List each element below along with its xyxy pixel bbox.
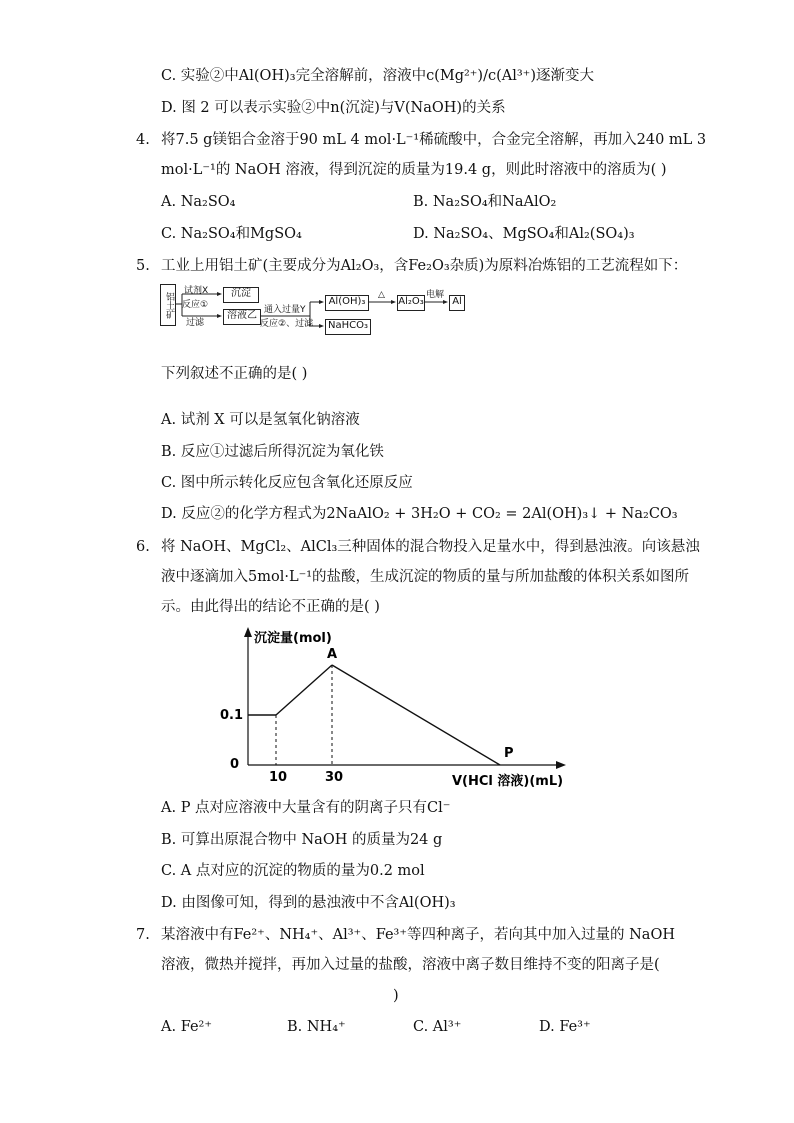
x-axis-label: V(HCl 溶液)(mL) bbox=[452, 774, 564, 789]
q4-option-a: A. Na₂SO₄ bbox=[161, 194, 236, 210]
q7-option-a: A. Fe²⁺ bbox=[161, 1019, 213, 1035]
q5-number: 5. bbox=[136, 258, 150, 274]
flow-electrolysis: 电解 bbox=[426, 290, 445, 300]
flow-filter-1: 过滤 bbox=[186, 318, 205, 328]
flow-heat: △ bbox=[378, 290, 385, 300]
flow-pass-y: 通入过量Y bbox=[264, 305, 306, 315]
y-tick-label: 0.1 bbox=[220, 708, 244, 723]
flow-nahco3: NaHCO₃ bbox=[325, 319, 371, 335]
q3-option-d: D. 图 2 可以表示实验②中n(沉淀)与V(NaOH)的关系 bbox=[161, 100, 506, 116]
q5-option-a: A. 试剂 X 可以是氢氧化钠溶液 bbox=[161, 412, 360, 428]
q7-stem-line2: 溶液，微热并搅拌，再加入过量的盐酸，溶液中离子数目维持不变的阳离子是( bbox=[161, 957, 660, 973]
q4-option-b: B. Na₂SO₄和NaAlO₂ bbox=[413, 194, 557, 210]
q3-option-c: C. 实验②中Al(OH)₃完全溶解前，溶液中c(Mg²⁺)/c(Al³⁺)逐渐变大 bbox=[161, 68, 594, 84]
q5-question: 下列叙述不正确的是( ) bbox=[161, 366, 308, 382]
q4-stem-line2: mol·L⁻¹的 NaOH 溶液，得到沉淀的质量为19.4 g，则此时溶液中的溶质为( ) bbox=[161, 162, 667, 178]
process-flow-diagram bbox=[160, 284, 470, 340]
q7-stem-line3: ) bbox=[393, 988, 399, 1004]
flow-reaction-1: 反应① bbox=[182, 300, 209, 310]
q4-stem-line1: 将7.5 g镁铝合金溶于90 mL 4 mol·L⁻¹稀硫酸中，合金完全溶解，再加入240 mL 3 bbox=[161, 132, 707, 148]
series-segment bbox=[276, 665, 332, 715]
q4-option-c: C. Na₂SO₄和MgSO₄ bbox=[161, 226, 302, 242]
y-axis-arrow bbox=[244, 627, 252, 637]
q6-option-a: A. P 点对应溶液中大量含有的阴离子只有Cl⁻ bbox=[161, 800, 451, 816]
flow-bauxite: 铝土矿 bbox=[160, 284, 176, 326]
q4-number: 4. bbox=[136, 132, 150, 148]
x-axis-arrow bbox=[556, 761, 566, 769]
y-axis-label: 沉淀量(mol) bbox=[254, 631, 332, 646]
point-label-a: A bbox=[327, 647, 338, 662]
q5-stem-line1: 工业上用铝土矿(主要成分为Al₂O₃，含Fe₂O₃杂质)为原料冶炼铝的工艺流程如下： bbox=[161, 258, 688, 274]
q6-stem-line1: 将 NaOH、MgCl₂、AlCl₃三种固体的混合物投入足量水中，得到悬浊液。向该悬浊 bbox=[161, 539, 700, 555]
q5-option-c: C. 图中所示转化反应包含氧化还原反应 bbox=[161, 475, 413, 491]
q7-option-b: B. NH₄⁺ bbox=[287, 1019, 346, 1035]
series-segment bbox=[332, 665, 500, 765]
q7-stem-line1: 某溶液中有Fe²⁺、NH₄⁺、Al³⁺、Fe³⁺等四种离子，若向其中加入过量的 NaOH bbox=[161, 927, 675, 943]
q6-stem-line3: 示。由此得出的结论不正确的是( ) bbox=[161, 599, 380, 615]
origin-label: 0 bbox=[230, 757, 240, 772]
q6-option-c: C. A 点对应的沉淀的物质的量为0.2 mol bbox=[161, 863, 425, 879]
flow-reaction-2: 反应②、过滤 bbox=[260, 319, 314, 329]
q6-option-d: D. 由图像可知，得到的悬浊液中不含Al(OH)₃ bbox=[161, 895, 456, 911]
precipitate-chart bbox=[220, 625, 580, 790]
flow-reagent-x: 试剂X bbox=[184, 286, 209, 296]
x-tick-label: 30 bbox=[325, 770, 344, 785]
q6-stem-line2: 液中逐滴加入5mol·L⁻¹的盐酸，生成沉淀的物质的量与所加盐酸的体积关系如图所 bbox=[161, 569, 690, 585]
point-label-p: P bbox=[504, 746, 514, 761]
q6-number: 6. bbox=[136, 539, 150, 555]
q7-number: 7. bbox=[136, 927, 150, 943]
q5-option-b: B. 反应①过滤后所得沉淀为氧化铁 bbox=[161, 444, 384, 460]
q7-option-d: D. Fe³⁺ bbox=[539, 1019, 591, 1035]
flow-precipitate: 沉淀 bbox=[223, 287, 259, 303]
flow-aloh3: Al(OH)₃ bbox=[325, 295, 369, 311]
x-tick-label: 10 bbox=[269, 770, 288, 785]
q6-option-b: B. 可算出原混合物中 NaOH 的质量为24 g bbox=[161, 832, 443, 848]
q5-option-d: D. 反应②的化学方程式为2NaAlO₂ + 3H₂O + CO₂ = 2Al(OH)₃↓ + Na₂CO₃ bbox=[161, 506, 678, 522]
flow-solution-b: 溶液乙 bbox=[223, 309, 261, 325]
flow-al2o3: Al₂O₃ bbox=[397, 295, 425, 311]
q4-option-d: D. Na₂SO₄、MgSO₄和Al₂(SO₄)₃ bbox=[413, 226, 635, 242]
flow-al: Al bbox=[449, 295, 465, 311]
q7-option-c: C. Al³⁺ bbox=[413, 1019, 462, 1035]
